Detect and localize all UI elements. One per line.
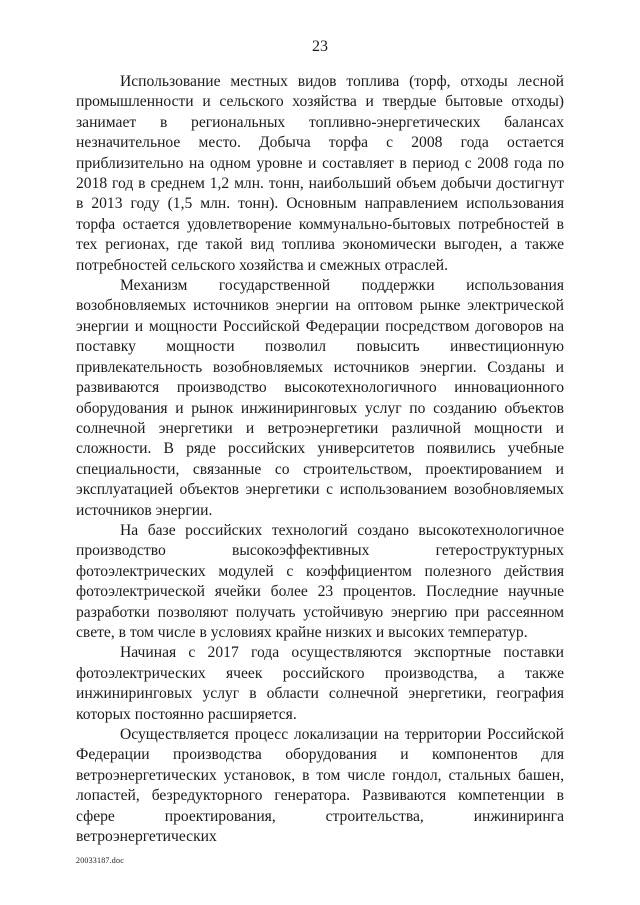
paragraph-solar-exports: Начиная с 2017 года осуществляются экспортные поставки фотоэлектрических ячеек российского производства, а также инжиниринговых услуг в области солнечной энергетики, география которых постоянно расширяется. xyxy=(76,644,564,723)
page-number: 23 xyxy=(312,38,328,55)
paragraph-local-fuels: Использование местных видов топлива (торф, отходы лесной промышленности и сельского хозяйства и твердые бытовые отходы) занимает в региональных топливно-энергетических балансах незначительное место. Добыча торфа с 2008 года остается приблизительно на одном уровне и составляет в период с 2008 года по 2018 год в среднем 1,2 млн. тонн, наибольший объем добычи достигнут в 2013 году (1,5 млн. тонн). Основным направлением использования торфа остается удовлетворение коммунально-бытовых потребностей в тех регионах, где такой вид топлива экономически выгоден, а также потребностей сельского хозяйства и смежных отраслей. xyxy=(76,73,564,274)
paragraph-solar-modules: На базе российских технологий создано высокотехнологичное производство высокоэффективных гетероструктурных фотоэлектрических модулей с коэффициентом полезного действия фотоэлектрической ячейки более 23 процентов. Последние научные разработки позволяют получать устойчивую энергию при рассеянном свете, в том числе в условиях крайне низких и высоких температур. xyxy=(76,521,564,641)
paragraph-wind-localization: Осуществляется процесс локализации на территории Российской Федерации производства оборудования и компонентов для ветроэнергетических установок, в том числе гондол, стальных башен, лопастей, безредукторного генератора. Развиваются компетенции в сфере проектирования, строительства, инжиниринга ветроэнергетических xyxy=(76,726,564,846)
paragraph-renewables-support: Механизм государственной поддержки использования возобновляемых источников энергии на оптовом рынке электрической энергии и мощности Российской Федерации посредством договоров на поставку мощности позволил повысить инвестиционную привлекательность возобновляемых источников энергии. Созданы и развиваются производство высокотехнологичного инновационного оборудования и рынок инжиниринговых услуг по созданию объектов солнечной энергетики и ветроэнергетики различной мощности и сложности. В ряде российских университетов появились учебные специальности, связанные со строительством, проектированием и эксплуатацией объектов энергетики с использованием возобновляемых источников энергии. xyxy=(76,277,564,519)
document-body xyxy=(76,72,564,847)
document-filename: 20033187.doc xyxy=(76,856,124,865)
